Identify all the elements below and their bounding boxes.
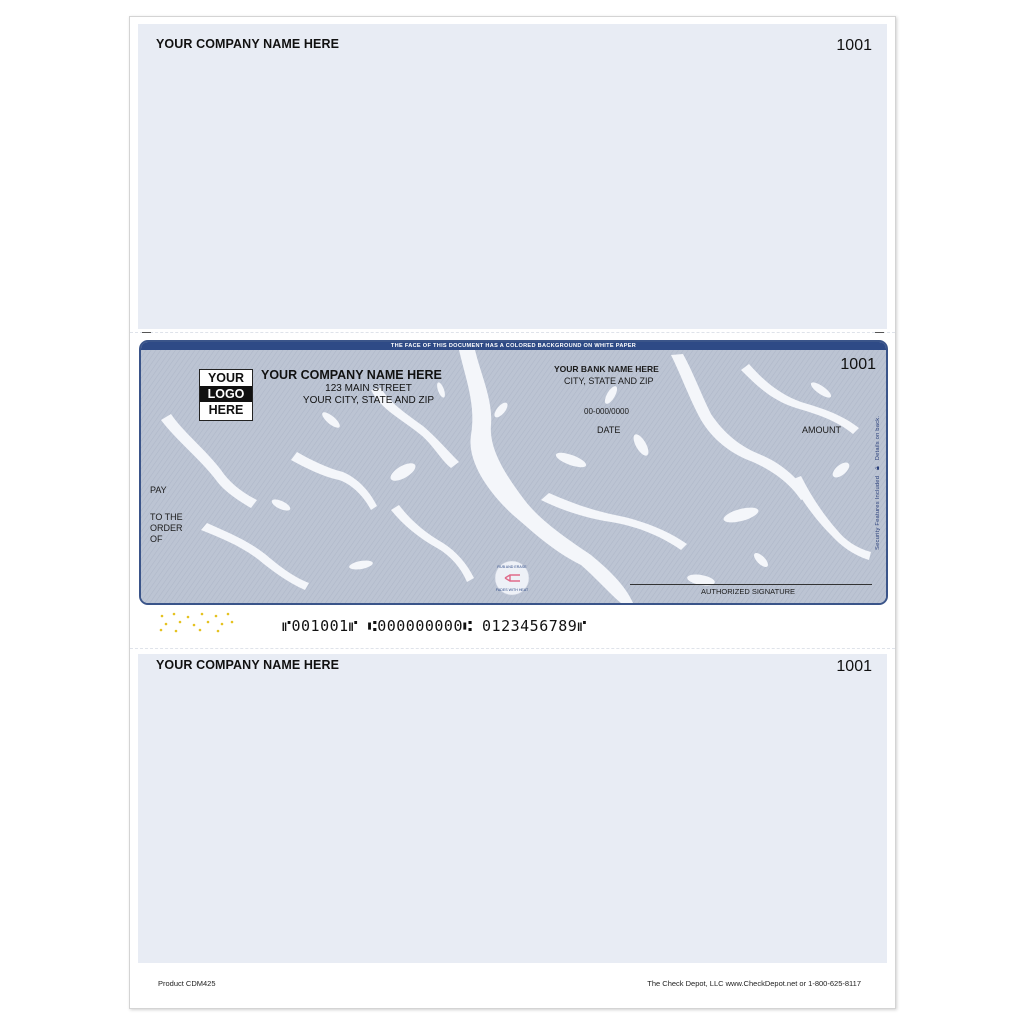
check-body	[139, 340, 888, 605]
routing-fraction: 00-000/0000	[584, 407, 629, 416]
details-on-back-text: Details on back.	[875, 415, 881, 461]
to-the-label: TO THE	[150, 512, 183, 522]
top-stub-check-number: 1001	[836, 37, 872, 54]
bottom-stub-check-number: 1001	[836, 658, 872, 675]
date-label: DATE	[597, 425, 621, 435]
bank-name: YOUR BANK NAME HERE	[554, 364, 659, 374]
signature-line	[630, 584, 872, 585]
signature-label: AUTHORIZED SIGNATURE	[701, 587, 796, 596]
seal-bottom-text: FADES WITH HEAT	[495, 588, 529, 592]
order-label: ORDER	[150, 523, 183, 533]
gold-stars-icon	[156, 610, 238, 634]
product-code: Product CDM425	[158, 979, 216, 988]
side-security-text	[874, 416, 882, 550]
security-seal	[495, 561, 529, 595]
bottom-stub	[138, 654, 887, 963]
perforation-top	[130, 332, 895, 333]
bottom-stub-company-name: YOUR COMPANY NAME HERE	[156, 658, 340, 672]
lock-icon: 🔒︎	[874, 466, 881, 471]
logo-line-3: HERE	[208, 403, 244, 417]
pay-label: PAY	[150, 485, 167, 495]
perf-mark-left	[142, 332, 151, 333]
logo-line-2: LOGO	[200, 386, 252, 402]
bank-city: CITY, STATE AND ZIP	[564, 376, 654, 386]
seal-top-text: RUB AND ERASE	[497, 565, 527, 569]
check-banner: THE FACE OF THIS DOCUMENT HAS A COLORED BACKGROUND ON WHITE PAPER	[141, 342, 886, 350]
micr-line: ⑈001001⑈ ⑆000000000⑆ 0123456789⑈	[282, 617, 587, 635]
perf-mark-right	[875, 332, 884, 333]
security-features-text: Security Features Included	[875, 475, 881, 550]
check-company-address-1: 123 MAIN STREET	[325, 383, 412, 394]
top-stub-company-name: YOUR COMPANY NAME HERE	[156, 37, 340, 51]
logo-line-1: YOUR	[207, 371, 245, 385]
perforation-bottom	[130, 648, 895, 649]
top-stub	[138, 24, 887, 329]
check-company-name: YOUR COMPANY NAME HERE	[261, 368, 442, 382]
check-number: 1001	[840, 356, 876, 373]
check-company-address-2: YOUR CITY, STATE AND ZIP	[302, 395, 435, 406]
check-sheet	[129, 16, 896, 1009]
of-label: OF	[150, 534, 163, 544]
logo-placeholder	[199, 369, 253, 421]
vendor-info: The Check Depot, LLC www.CheckDepot.net or 1-800-625-8117	[647, 979, 861, 988]
amount-label: AMOUNT	[802, 425, 841, 435]
